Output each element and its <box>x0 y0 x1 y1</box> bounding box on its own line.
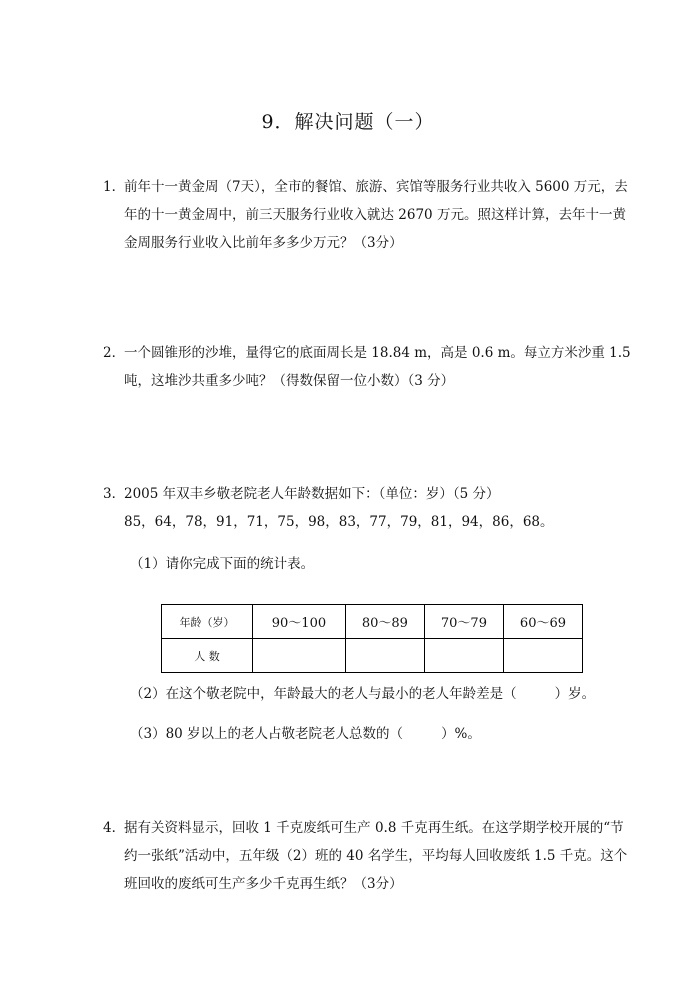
question-number: 1． <box>103 179 126 195</box>
subquestion-2 <box>130 682 595 702</box>
table-answer-cell[interactable] <box>424 639 503 673</box>
table-column-header: 60～69 <box>503 605 582 639</box>
subquestion-1: （1）请你完成下面的统计表。 <box>130 556 315 572</box>
table-column-header: 70～79 <box>424 605 503 639</box>
question-number: 4． <box>103 820 126 836</box>
table-column-header: 90～100 <box>253 605 346 639</box>
table-header-label: 年龄（岁） <box>162 605 253 639</box>
table-row <box>162 639 583 673</box>
question-text-line: 前年十一黄金周（7天），全市的餐馆、旅游、宾馆等服务行业共收入 5600 万元，去 <box>124 179 628 195</box>
table-row <box>162 605 583 639</box>
question-4 <box>103 814 644 898</box>
table-answer-cell[interactable] <box>345 639 424 673</box>
subquestion-text: （2）在这个敬老院中，年龄最大的老人与最小的老人年龄差是（ <box>130 686 517 702</box>
question-number: 2． <box>103 345 126 361</box>
question-text-line: 金周服务行业收入比前年多多少万元？（3分） <box>124 235 403 251</box>
question-text-line: 班回收的废纸可生产多少千克再生纸？（3分） <box>124 876 403 892</box>
page-title: 9．解决问题（一） <box>261 111 435 133</box>
table-row-label: 人 数 <box>162 639 253 673</box>
question-text-line: 约一张纸”活动中，五年级（2）班的 40 名学生，平均每人回收废纸 1.5 千克。这个 <box>124 848 628 864</box>
statistics-table <box>161 604 583 673</box>
question-1 <box>103 173 644 257</box>
subquestion-3 <box>130 722 481 742</box>
table-answer-cell[interactable] <box>253 639 346 673</box>
question-3 <box>103 480 644 536</box>
age-data-line: 85，64，78，91，71，75，98，83，77，79，81，94，86，68。 <box>124 514 554 530</box>
table-answer-cell[interactable] <box>503 639 582 673</box>
question-text-line: 据有关资料显示，回收 1 千克废纸可生产 0.8 千克再生纸。在这学期学校开展的“节 <box>124 820 624 836</box>
subquestion-text: ）%。 <box>441 726 481 742</box>
subquestion-text: ）岁。 <box>554 686 596 702</box>
question-text-line: 一个圆锥形的沙堆，量得它的底面周长是 18.84 m，高是 0.6 m。每立方米沙重 1.5 <box>124 345 631 361</box>
question-text-line: 吨，这堆沙共重多少吨？（得数保留一位小数）（3 分） <box>124 373 455 389</box>
question-text-line: 年的十一黄金周中，前三天服务行业收入就达 2670 万元。照这样计算，去年十一黄 <box>124 207 626 223</box>
question-text-line: 2005 年双丰乡敬老院老人年龄数据如下：（单位：岁）（5 分） <box>124 486 500 502</box>
subquestion-text: （3）80 岁以上的老人占敬老院老人总数的（ <box>130 726 404 742</box>
question-number: 3． <box>103 486 126 502</box>
question-2 <box>103 339 644 395</box>
table-column-header: 80～89 <box>345 605 424 639</box>
